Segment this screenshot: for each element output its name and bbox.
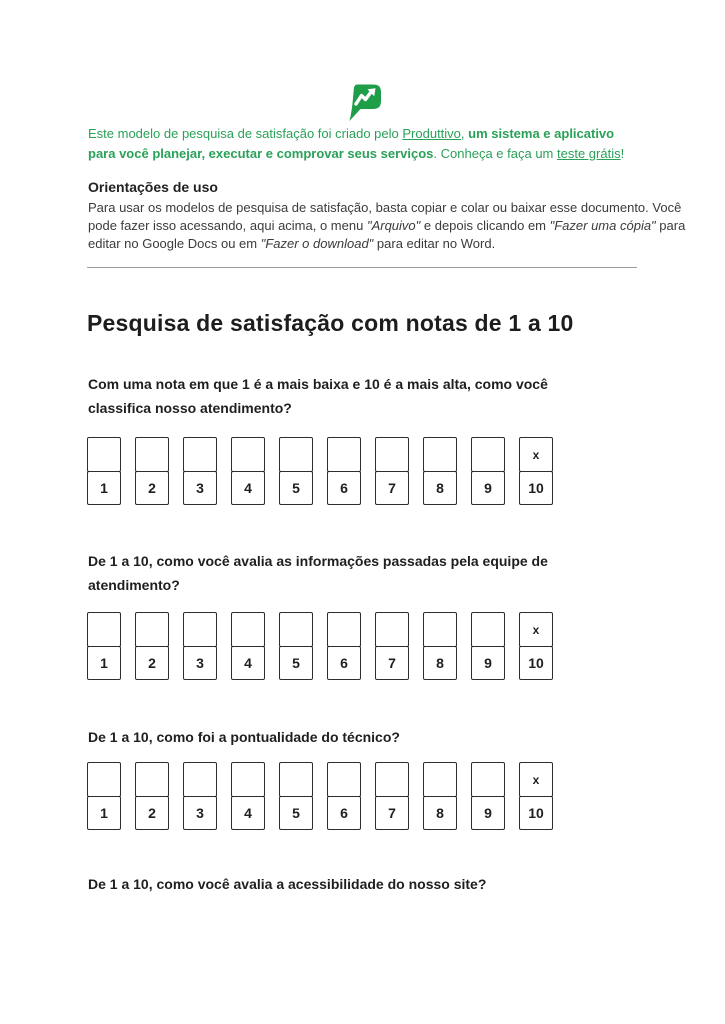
score-checkbox-5[interactable] (279, 437, 313, 472)
score-checkbox-1[interactable] (87, 612, 121, 647)
score-checkbox-7[interactable] (375, 612, 409, 647)
question-4 (88, 873, 486, 897)
score-label-7: 7 (375, 646, 409, 680)
question-line: classifica nosso atendimento? (88, 399, 292, 416)
score-checkbox-9[interactable] (471, 612, 505, 647)
section-divider (87, 267, 637, 268)
score-label-10: 10 (519, 471, 553, 505)
question-3 (88, 726, 400, 750)
question-1 (88, 373, 548, 420)
score-label-4: 4 (231, 646, 265, 680)
score-label-1: 1 (87, 471, 121, 505)
score-label-3: 3 (183, 646, 217, 680)
score-checkbox-6[interactable] (327, 612, 361, 647)
score-checkbox-4[interactable] (231, 437, 265, 472)
score-label-5: 5 (279, 796, 313, 830)
scale-column-5 (279, 437, 313, 505)
scale-column-9 (471, 612, 505, 680)
score-label-9: 9 (471, 646, 505, 680)
scale-column-6 (327, 437, 361, 505)
score-checkbox-9[interactable] (471, 762, 505, 797)
question-line: De 1 a 10, como você avalia as informações passadas pela equipe de (88, 553, 548, 569)
scale-column-1 (87, 762, 121, 830)
scale-column-5 (279, 762, 313, 830)
scale-column-1 (87, 612, 121, 680)
scale-column-2 (135, 437, 169, 505)
score-label-8: 8 (423, 646, 457, 680)
score-label-9: 9 (471, 796, 505, 830)
score-checkbox-4[interactable] (231, 612, 265, 647)
scale-row-2 (87, 612, 553, 680)
score-label-2: 2 (135, 646, 169, 680)
teste-gratis-link[interactable]: teste grátis (557, 145, 621, 161)
produttivo-logo (343, 82, 383, 122)
score-checkbox-1[interactable] (87, 762, 121, 797)
score-checkbox-6[interactable] (327, 762, 361, 797)
scale-column-9 (471, 762, 505, 830)
score-checkbox-5[interactable] (279, 762, 313, 797)
scale-column-10 (519, 612, 553, 680)
score-checkbox-2[interactable] (135, 762, 169, 797)
score-checkbox-1[interactable] (87, 437, 121, 472)
scale-column-1 (87, 437, 121, 505)
score-label-3: 3 (183, 796, 217, 830)
scale-column-6 (327, 612, 361, 680)
score-checkbox-3[interactable] (183, 612, 217, 647)
question-line: De 1 a 10, como você avalia a acessibilidade do nosso site? (88, 876, 487, 892)
score-checkbox-10[interactable]: x (519, 612, 553, 647)
scale-column-10 (519, 762, 553, 830)
score-checkbox-8[interactable] (423, 762, 457, 797)
scale-column-4 (231, 437, 265, 505)
score-checkbox-2[interactable] (135, 612, 169, 647)
score-label-1: 1 (87, 646, 121, 680)
page-title: Pesquisa de satisfação com notas de 1 a 10 (87, 310, 574, 336)
scale-row-3 (87, 762, 553, 830)
score-label-8: 8 (423, 796, 457, 830)
scale-column-8 (423, 437, 457, 505)
scale-column-4 (231, 612, 265, 680)
score-checkbox-3[interactable] (183, 762, 217, 797)
score-checkbox-7[interactable] (375, 437, 409, 472)
score-label-10: 10 (519, 646, 553, 680)
score-label-4: 4 (231, 796, 265, 830)
scale-row-1 (87, 437, 553, 505)
score-label-10: 10 (519, 796, 553, 830)
scale-column-3 (183, 762, 217, 830)
score-label-7: 7 (375, 471, 409, 505)
score-checkbox-9[interactable] (471, 437, 505, 472)
score-checkbox-10[interactable]: x (519, 437, 553, 472)
question-line: De 1 a 10, como foi a pontualidade do técnico? (88, 729, 400, 745)
scale-column-3 (183, 612, 217, 680)
score-label-4: 4 (231, 471, 265, 505)
score-label-6: 6 (327, 796, 361, 830)
scale-column-5 (279, 612, 313, 680)
score-checkbox-3[interactable] (183, 437, 217, 472)
scale-column-9 (471, 437, 505, 505)
scale-column-3 (183, 437, 217, 505)
scale-column-2 (135, 612, 169, 680)
orientacoes-title: Orientações de uso (88, 179, 218, 195)
score-label-9: 9 (471, 471, 505, 505)
score-label-2: 2 (135, 796, 169, 830)
score-checkbox-7[interactable] (375, 762, 409, 797)
scale-column-6 (327, 762, 361, 830)
score-checkbox-6[interactable] (327, 437, 361, 472)
scale-column-8 (423, 762, 457, 830)
question-line: atendimento? (88, 576, 180, 593)
intro-text: Este modelo de pesquisa de satisfação foi criado pelo Produttivo, um sistema e aplicativo para você planejar, executar e comprovar seus serviços. Conheça e faça um teste grátis! (88, 126, 625, 161)
score-label-2: 2 (135, 471, 169, 505)
scale-column-7 (375, 612, 409, 680)
score-label-7: 7 (375, 796, 409, 830)
scale-column-7 (375, 437, 409, 505)
score-checkbox-8[interactable] (423, 612, 457, 647)
produttivo-link[interactable]: Produttivo (402, 126, 461, 141)
score-label-6: 6 (327, 646, 361, 680)
scale-column-8 (423, 612, 457, 680)
score-label-5: 5 (279, 471, 313, 505)
scale-column-2 (135, 762, 169, 830)
scale-column-10 (519, 437, 553, 505)
question-line: Com uma nota em que 1 é a mais baixa e 10 é a mais alta, como você (88, 376, 548, 392)
score-checkbox-4[interactable] (231, 762, 265, 797)
produttivo-logo-icon (343, 82, 383, 122)
scale-column-7 (375, 762, 409, 830)
score-label-1: 1 (87, 796, 121, 830)
score-label-3: 3 (183, 471, 217, 505)
score-label-5: 5 (279, 646, 313, 680)
score-checkbox-8[interactable] (423, 437, 457, 472)
score-checkbox-5[interactable] (279, 612, 313, 647)
score-checkbox-10[interactable]: x (519, 762, 553, 797)
orientacoes-body: Para usar os modelos de pesquisa de satisfação, basta copiar e colar ou baixar esse documento. Você pode fazer isso acessando, aqui acima, o menu "Arquivo" e depois clicando em "Fazer uma cópia" para editar no Google Docs ou em "Fazer o download" para editar no Word. (88, 200, 686, 251)
question-2 (88, 550, 548, 597)
score-checkbox-2[interactable] (135, 437, 169, 472)
scale-column-4 (231, 762, 265, 830)
score-label-8: 8 (423, 471, 457, 505)
score-label-6: 6 (327, 471, 361, 505)
